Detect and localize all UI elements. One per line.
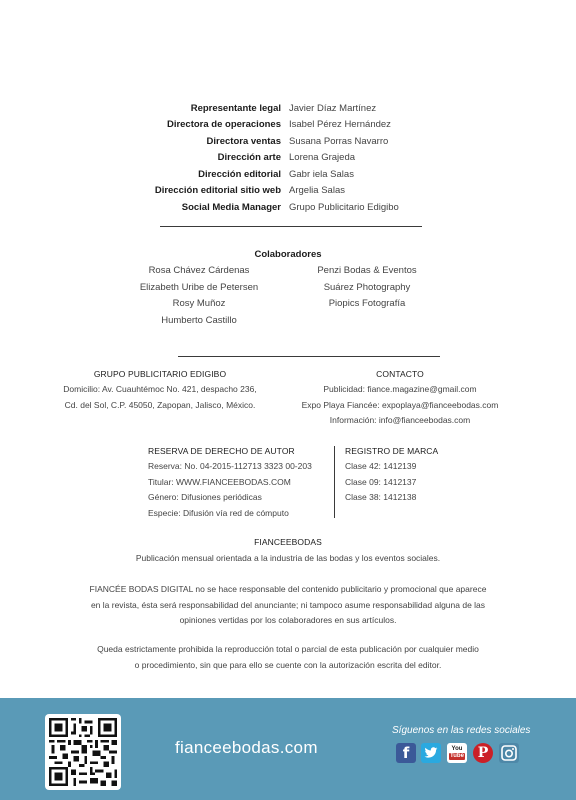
staff-role: Representante legal xyxy=(190,102,281,114)
staff-role: Dirección editorial sitio web xyxy=(154,185,281,197)
divider xyxy=(160,226,422,227)
staff-credits xyxy=(0,100,576,216)
staff-name: Gabr iela Salas xyxy=(289,168,354,180)
youtube-text-icon: You xyxy=(451,746,463,752)
contact-title: CONTACTO xyxy=(376,369,424,379)
staff-name: Argelia Salas xyxy=(289,185,345,197)
staff-row xyxy=(0,166,576,183)
contact-info xyxy=(300,366,500,429)
copyright-lines xyxy=(148,459,328,521)
staff-row xyxy=(0,183,576,200)
contact-line: Información: info@fianceebodas.com xyxy=(329,415,471,425)
disclaimer-line: FIANCÉE BODAS DIGITAL no se hace responsable del contenido publicitario y promocional que aparece xyxy=(89,584,487,594)
staff-name: Javier Díaz Martínez xyxy=(289,102,377,114)
collaborator-name: Rosy Muñoz xyxy=(172,298,226,309)
collaborators-right-column xyxy=(296,263,438,313)
staff-role: Dirección arte xyxy=(217,152,281,164)
vertical-divider xyxy=(334,446,335,518)
staff-row xyxy=(0,199,576,216)
staff-role: Directora ventas xyxy=(206,135,281,147)
trademark-line: Clase 42: 1412139 xyxy=(345,461,417,471)
copyright-line: Especie: Difusión vía red de cómputo xyxy=(148,507,289,518)
publication-info xyxy=(60,535,516,566)
staff-name: Isabel Pérez Hernández xyxy=(289,119,391,131)
instagram-camera-icon xyxy=(501,745,517,761)
qr-code-icon xyxy=(49,718,117,786)
collaborators-left-column xyxy=(120,263,278,329)
publication-title: FIANCEEBODAS xyxy=(254,537,322,547)
staff-role: Directora de operaciones xyxy=(166,119,281,131)
collaborator-name: Elizabeth Uribe de Petersen xyxy=(139,281,259,293)
staff-row xyxy=(0,100,576,117)
collaborator-name: Penzi Bodas & Eventos xyxy=(317,265,417,276)
pinterest-icon[interactable]: P xyxy=(473,743,493,763)
prohibition-notice xyxy=(60,642,516,673)
group-info xyxy=(60,366,260,413)
collaborator-name: Suárez Photography xyxy=(323,281,411,293)
copyright-line: Género: Difusiones periódicas xyxy=(148,492,262,502)
collaborator-name: Piopics Fotografía xyxy=(328,298,406,309)
copyright-title: RESERVA DE DERECHO DE AUTOR xyxy=(148,446,295,456)
twitter-bird-icon xyxy=(424,747,438,759)
staff-name: Grupo Publicitario Edigibo xyxy=(289,201,399,213)
copyright-line: Titular: WWW.FIANCEEBODAS.COM xyxy=(148,476,291,487)
youtube-tube-icon: Tube xyxy=(450,753,464,759)
group-title: GRUPO PUBLICITARIO EDIGIBO xyxy=(93,369,227,379)
publication-description: Publicación mensual orientada a la industria de las bodas y los eventos sociales. xyxy=(135,552,441,563)
address-line: Domicilio: Av. Cuauhtémoc No. 421, despacho 236, xyxy=(63,384,257,394)
trademark-line: Clase 38: 1412138 xyxy=(345,492,417,502)
instagram-icon[interactable] xyxy=(499,743,519,763)
twitter-icon[interactable] xyxy=(421,743,441,763)
disclaimer xyxy=(60,582,516,629)
disclaimer-line: opiniones vertidas por los colaboradores en sus artículos. xyxy=(179,615,397,625)
staff-role: Dirección editorial xyxy=(198,168,281,180)
collaborator-name: Humberto Castillo xyxy=(161,314,237,326)
staff-row xyxy=(0,150,576,167)
group-address xyxy=(60,382,260,413)
staff-name: Lorena Grajeda xyxy=(289,152,356,164)
copyright-info xyxy=(148,444,328,521)
contact-line: Publicidad: fiance.magazine@gmail.com xyxy=(323,384,477,394)
trademark-info xyxy=(345,444,485,506)
staff-row xyxy=(0,117,576,134)
contact-line: Expo Playa Fiancée: expoplaya@fianceebodas.com xyxy=(301,399,499,410)
qr-code[interactable] xyxy=(45,714,121,790)
address-line: Cd. del Sol, C.P. 45050, Zapopan, Jalisco, México. xyxy=(64,399,256,410)
disclaimer-line: en la revista, ésta será responsabilidad del anunciante; ni tampoco asume responsabilidad alguna de las xyxy=(90,599,486,610)
facebook-icon[interactable]: f xyxy=(396,743,416,763)
trademark-lines xyxy=(345,459,485,506)
divider xyxy=(178,356,440,357)
staff-role: Social Media Manager xyxy=(181,201,281,213)
prohibition-line: o procedimiento, sin que para ello se cuente con la autorización escrita del editor. xyxy=(134,659,442,670)
staff-name: Susana Porras Navarro xyxy=(289,135,389,147)
prohibition-line: Queda estrictamente prohibida la reproducción total o parcial de esta publicación por cualquier medio xyxy=(97,644,479,654)
contact-lines xyxy=(300,382,500,429)
collaborator-name: Rosa Chávez Cárdenas xyxy=(148,265,250,276)
youtube-icon[interactable] xyxy=(447,743,467,763)
collaborators-title: Colaboradores xyxy=(254,249,322,260)
follow-us-label: Síguenos en las redes sociales xyxy=(392,725,531,736)
copyright-line: Reserva: No. 04-2015-112713 3323 00-203 xyxy=(148,461,312,471)
website-link[interactable]: fianceebodas.com xyxy=(175,738,318,757)
trademark-title: REGISTRO DE MARCA xyxy=(345,446,439,456)
trademark-line: Clase 09: 1412137 xyxy=(345,476,417,487)
staff-row xyxy=(0,133,576,150)
